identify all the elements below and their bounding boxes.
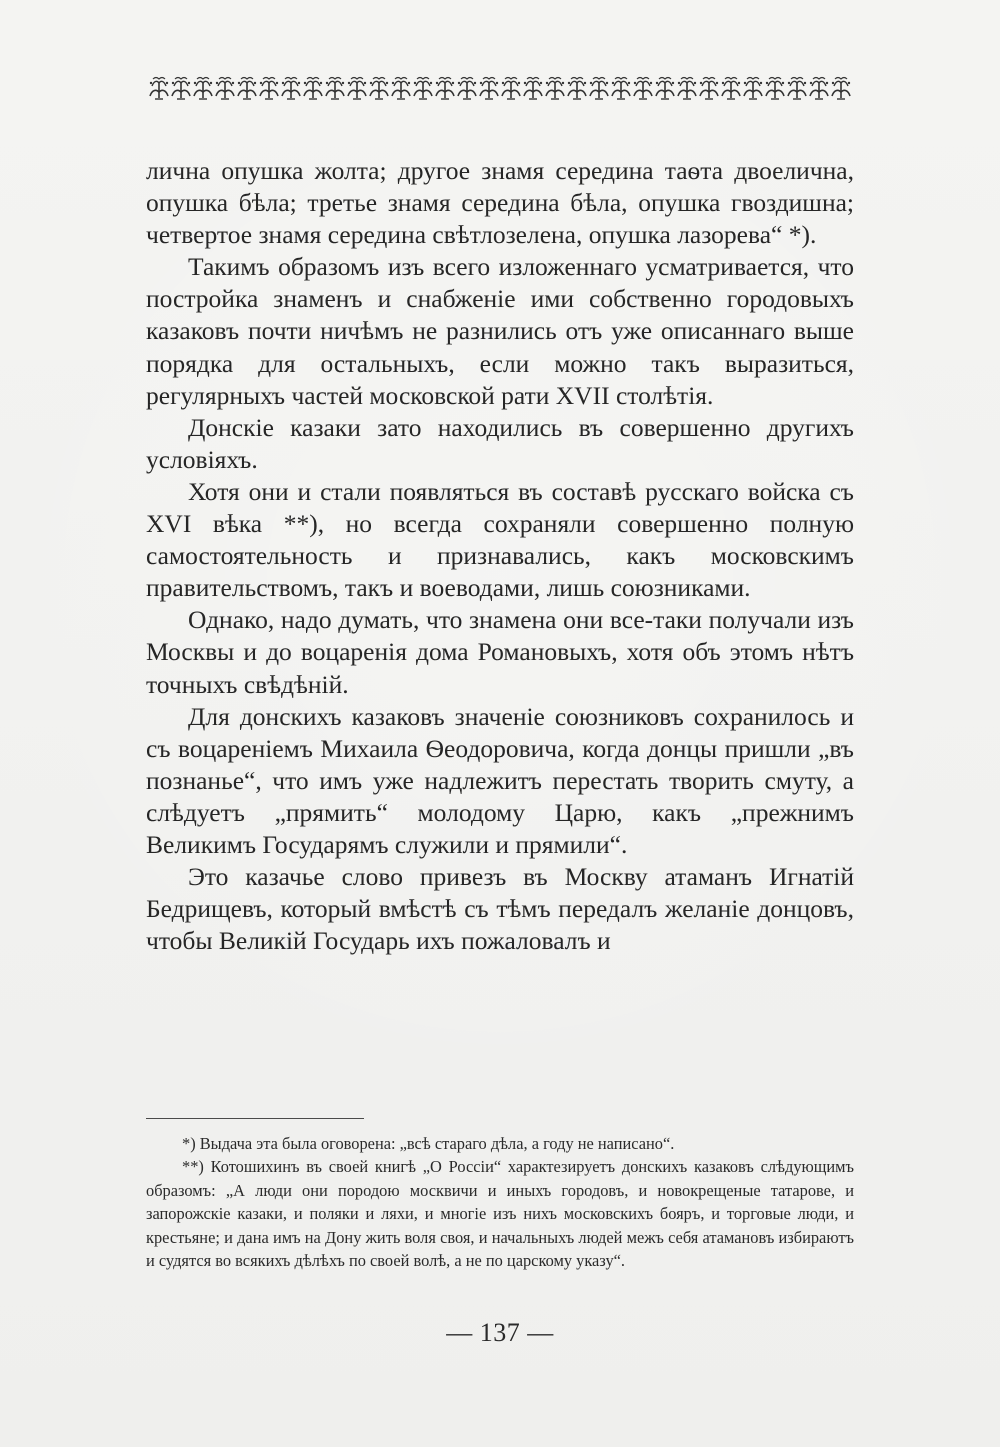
paragraph-continuation: лична опушка жолта; другое знамя середина таѳта двоелична, опушка бѣла; третье знамя середина бѣла, опушка гвоздишна; четвертое знамя середина свѣтлозелена, опушка лазорева“ *). <box>146 156 854 250</box>
decorative-header-border-icon <box>148 76 852 102</box>
main-text <box>146 155 854 957</box>
paragraph: Донскіе казаки зато находились въ совершенно другихъ условіяхъ. <box>146 412 854 474</box>
paragraph: Для донскихъ казаковъ значеніе союзниковъ сохранилось и съ воцареніемъ Михаила Ѳеодоровича, когда донцы пришли „въ познанье“, что имъ уже надлежитъ перестать творить смуту, а слѣдуетъ „прямить“ молодому Царю, какъ „прежнимъ Великимъ Государямъ служили и прямили“. <box>146 701 854 859</box>
footnote-divider <box>146 1118 364 1119</box>
paragraph: Это казачье слово привезъ въ Москву атаманъ Игнатій Бедрищевъ, который вмѣстѣ съ тѣмъ передалъ желаніе донцовъ, чтобы Великій Государь ихъ пожаловалъ и <box>146 862 854 956</box>
footnotes <box>146 1132 854 1272</box>
paragraph: Хотя они и стали появляться въ составѣ русскаго войска съ XVI вѣка **), но всегда сохраняли совершенно полную самостоятельность и признавались, какъ московскимъ правительствомъ, такъ и воеводами, лишь союзниками. <box>146 476 854 603</box>
paragraph: Такимъ образомъ изъ всего изложеннаго усматривается, что постройка знаменъ и снабженіе ими собственно городовыхъ казаковъ почти ничѣмъ не разнились отъ уже описаннаго выше порядка для остальныхъ, если можно такъ выразиться, регулярныхъ частей московской рати XVII столѣтія. <box>146 252 854 410</box>
page-number: — 137 — <box>446 1318 554 1347</box>
footnote: *) Выдача эта была оговорена: „всѣ стараго дѣла, а году не написано“. <box>182 1134 675 1153</box>
footnote: **) Котошихинъ въ своей книгѣ „О Россіи“ характезируетъ донскихъ казаковъ слѣдующимъ образомъ: „А люди они породою москвичи и иныхъ городовъ, и новокрещеные татарове, и запорожскіе казаки, и поляки и ляхи, и многіе изъ нихъ московскихъ бояръ, и торговые люди, и крестьяне; и дана имъ на Дону жить воля своя, и начальныхъ людей межъ себя атамановъ избираютъ и судятся во всякихъ дѣлѣхъ по своей волѣ, а не по царскому указу“. <box>146 1157 854 1271</box>
paragraph: Однако, надо думать, что знамена они все-таки получали изъ Москвы и до воцаренія дома Романовыхъ, хотя объ этомъ нѣтъ точныхъ свѣдѣній. <box>146 605 854 699</box>
